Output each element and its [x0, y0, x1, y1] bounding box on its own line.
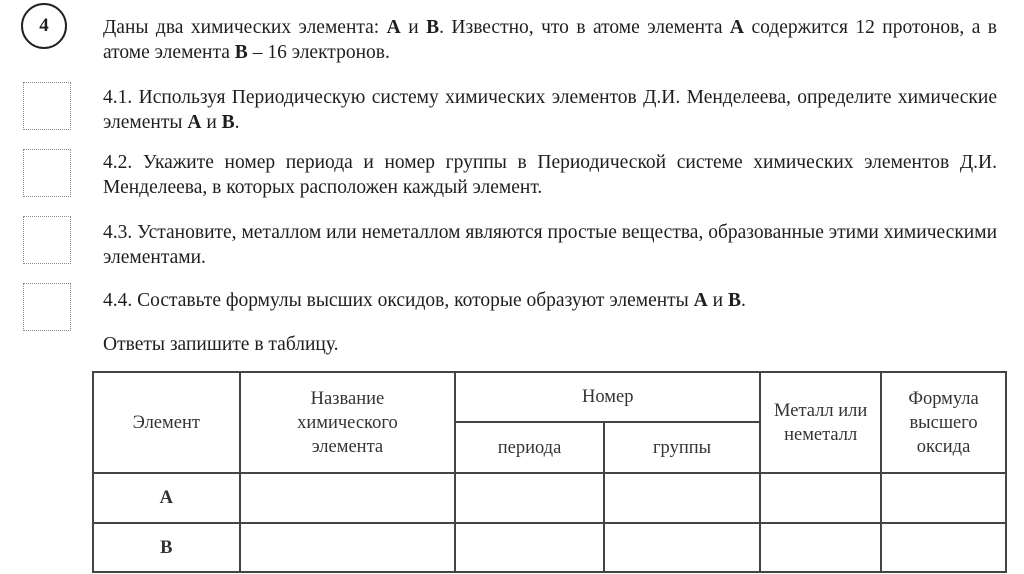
- question-4-4: [103, 288, 997, 313]
- question-text: .: [234, 112, 240, 133]
- header-period: периода: [455, 422, 604, 473]
- answer-cell[interactable]: [881, 523, 1006, 572]
- intro-text: – 16 электронов.: [247, 42, 390, 63]
- intro-text: содержится 12 протонов, а в атоме элемента: [103, 17, 997, 63]
- question-text: 4.4. Составьте формулы высших оксидов, которые образуют элементы: [103, 290, 694, 311]
- question-text: 4.1. Используя Периодическую систему химических элементов Д.И. Менделеева, определите химические элементы: [103, 87, 997, 133]
- element-a: А: [386, 17, 401, 38]
- answer-cell[interactable]: [760, 473, 881, 523]
- answer-cell[interactable]: [240, 523, 456, 572]
- score-box-4-4: [23, 283, 71, 331]
- intro-text: и: [400, 17, 427, 38]
- header-group: группы: [604, 422, 760, 473]
- answer-cell[interactable]: [760, 523, 881, 572]
- task-number-badge: 4: [21, 3, 67, 49]
- answer-cell[interactable]: [455, 523, 604, 572]
- answer-cell[interactable]: [881, 473, 1006, 523]
- element-b: В: [221, 112, 235, 133]
- question-text: и: [707, 290, 728, 311]
- table-row: [93, 473, 1006, 523]
- answer-cell[interactable]: [240, 473, 456, 523]
- row-label: В: [93, 523, 240, 572]
- question-text: и: [201, 112, 222, 133]
- element-b: В: [426, 17, 440, 38]
- element-b: В: [234, 42, 248, 63]
- element-a: А: [729, 17, 745, 38]
- score-box-4-3: [23, 216, 71, 264]
- element-a: А: [187, 112, 202, 133]
- intro-text: Даны два химических элемента:: [103, 17, 387, 38]
- answer-cell[interactable]: [604, 473, 760, 523]
- question-4-3: 4.3. Установите, металлом или неметаллом являются простые вещества, образованные этими химическими элементами.: [103, 222, 997, 268]
- task-intro: [103, 15, 997, 65]
- answer-cell[interactable]: [455, 473, 604, 523]
- score-box-4-1: [23, 82, 71, 130]
- element-a: А: [693, 290, 708, 311]
- question-4-2: 4.2. Укажите номер периода и номер группы в Периодической системе химических элементов Д.И. Менделеева, в которых расположен каждый элемент.: [103, 152, 997, 198]
- question-text: .: [740, 290, 746, 311]
- header-formula: Формула высшего оксида: [881, 372, 1006, 473]
- header-metal: Металл или неметалл: [760, 372, 881, 473]
- row-label: А: [93, 473, 240, 523]
- score-box-4-2: [23, 149, 71, 197]
- header-name: Название химического элемента: [240, 372, 456, 473]
- table-row: [93, 523, 1006, 572]
- header-element: Элемент: [93, 372, 240, 473]
- question-4-1: [103, 85, 997, 135]
- intro-text: . Известно, что в атоме элемента: [439, 17, 730, 38]
- answer-cell[interactable]: [604, 523, 760, 572]
- instruction: Ответы запишите в таблицу.: [103, 334, 339, 355]
- element-b: В: [727, 290, 741, 311]
- header-number: Номер: [455, 372, 760, 422]
- answer-table: [92, 371, 1007, 573]
